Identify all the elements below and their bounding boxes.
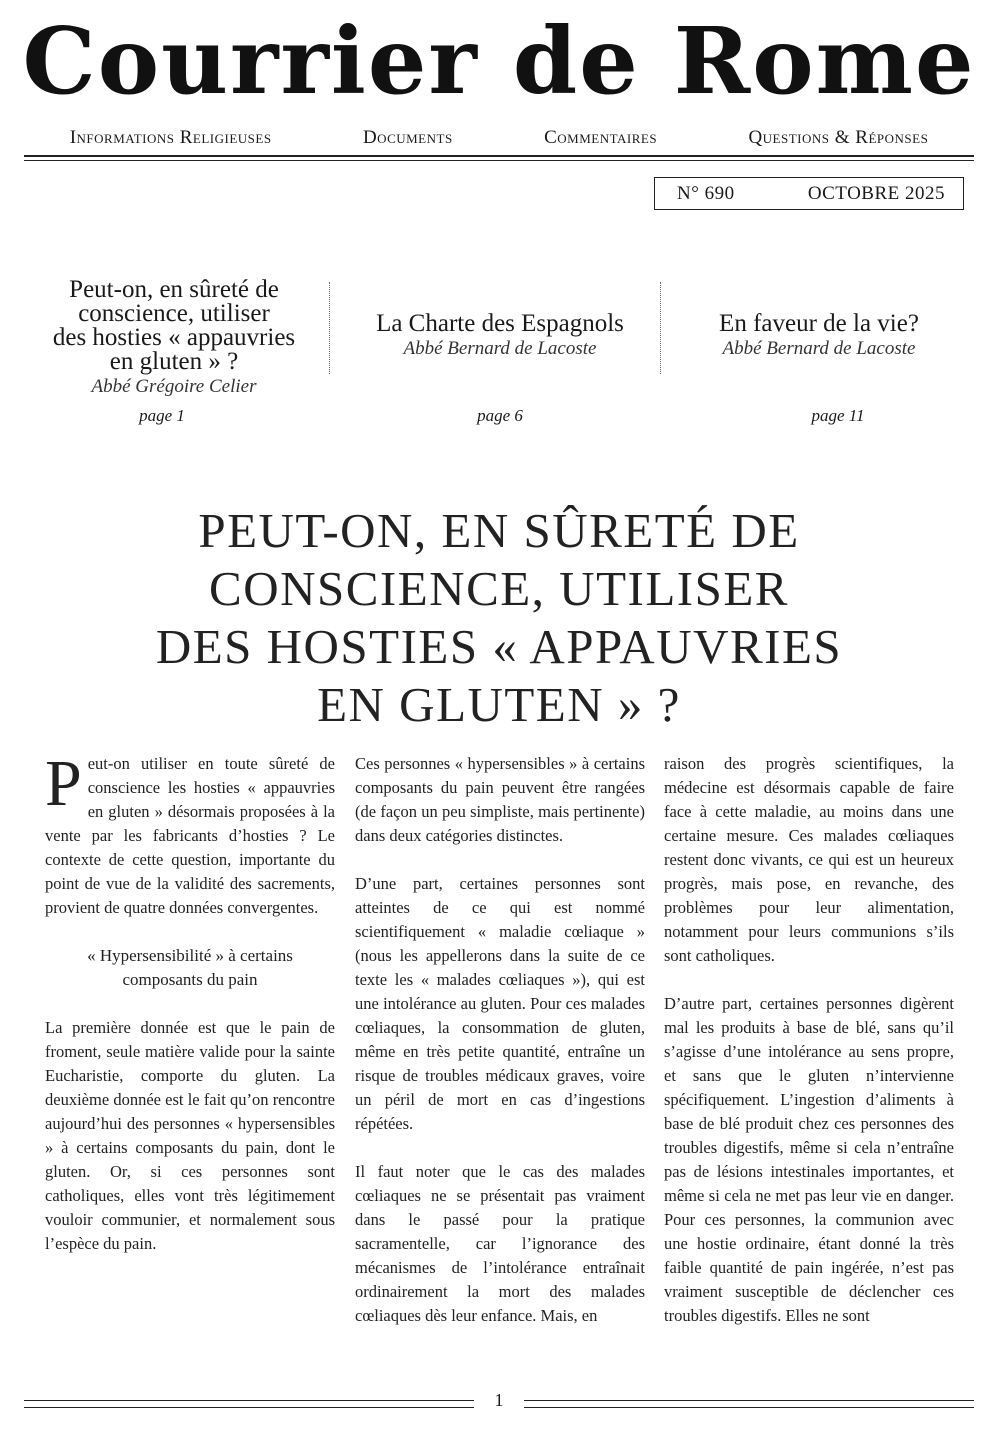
page-number: 1 xyxy=(494,1390,504,1410)
article-paragraph: D’autre part, certaines personnes digèrent mal les produits à base de blé, sans qu’il s’agisse d’une intolérance au sens propre, et sans que le gluten n’intervienne spécifiquement. L’ingestion d’aliments à base de blé produit chez ces personnes des troubles digestifs, même si cela n’entraîne pas de lésions intestinales importantes, et même si cela ne met pas leur vie en danger. Pour ces personnes, la communion avec une hostie ordinaire, étant donné la très faible quantité de pain ingérée, n’est pas vraiment susceptible de déclencher ces troubles digestifs. Elles ne sont xyxy=(664,994,954,1325)
section-questions-reponses: Questions & Réponses xyxy=(748,127,929,148)
article-title: PEUT-ON, EN SÛRETÉ DE CONSCIENCE, UTILISER DES HOSTIES « APPAUVRIES EN GLUTEN » ? xyxy=(155,503,843,732)
article-paragraph: Ces personnes « hypersensibles » à certains composants du pain peuvent être rangées (de façon un peu simpliste, mais pertinente) dans deux catégories distinctes. xyxy=(355,754,645,845)
toc-page-ref[interactable]: page 6 xyxy=(477,406,523,425)
toc-title: La Charte des Espagnols xyxy=(376,310,624,337)
toc-page-ref[interactable]: page 11 xyxy=(811,406,865,425)
article-paragraph: raison des progrès scientifiques, la médecine est désormais capable de faire face à cette maladie, au moins dans une certaine mesure. Ces malades cœliaques restent donc vivants, ce qui est un heureux progrès, mais pose, en revanche, des problèmes pour leur alimentation, notamment pour leurs communions s’ils sont catholiques. xyxy=(664,754,954,965)
toc-item[interactable] xyxy=(669,312,969,360)
article-paragraph: D’une part, certaines personnes sont atteintes de ce qui est nommé scientifiquement « maladie cœliaque » (nous les appellerons dans la suite de ce texte les « malades cœliaques »), qui est une intolérance au gluten. Pour ces malades cœliaques, la consommation de gluten, même en très petite quantité, entraîne un risque de troubles médicaux graves, voire un péril de mort en cas d’ingestions répétées. xyxy=(355,874,645,1133)
issue-number: N° 690 xyxy=(677,182,735,204)
issue-box xyxy=(654,177,964,210)
header-rule xyxy=(24,155,974,157)
drop-cap: P xyxy=(45,747,82,820)
toc-page-ref[interactable]: page 1 xyxy=(139,406,185,425)
issue-date: OCTOBRE 2025 xyxy=(807,182,945,204)
article-paragraph: Il faut noter que le cas des malades cœliaques ne se présentait pas vraiment dans le passé pour la pratique sacramentelle, car l’ignorance des mécanismes de l’intolérance entraînait ordinairement la mort des malades cœliaques dès leur enfance. Mais, en xyxy=(355,1162,645,1325)
section-commentaires: Commentaires xyxy=(544,127,658,148)
toc-item[interactable] xyxy=(336,312,664,360)
toc-divider xyxy=(329,282,330,374)
footer-rule-right xyxy=(524,1400,974,1408)
section-nav xyxy=(24,125,974,151)
article-column-1 xyxy=(45,747,335,1280)
toc-author: Abbé Bernard de Lacoste xyxy=(722,338,916,359)
toc-author: Abbé Grégoire Celier xyxy=(91,376,257,397)
toc-item[interactable] xyxy=(24,278,324,398)
table-of-contents xyxy=(24,270,974,440)
article-paragraph: La première donnée est que le pain de froment, seule matière valide pour la sainte Eucharistie, comporte du gluten. La deuxième donnée est le fait qu’on rencontre aujourd’hui des personnes « hypersensibles » à certains composants du pain, dont le gluten. Or, si ces personnes sont catholiques, elles vont très légitimement vouloir communier, et normalement sous l’espèce du pain. xyxy=(45,1018,335,1253)
toc-author: Abbé Bernard de Lacoste xyxy=(403,338,597,359)
masthead-title: Courrier de Rome xyxy=(22,7,976,115)
toc-title: Peut-on, en sûreté de conscience, utiliser des hosties « appauvries en gluten » ? xyxy=(52,276,296,375)
header-rule-thin xyxy=(24,160,974,161)
article-column-2 xyxy=(355,752,645,1352)
section-informations-religieuses: Informations Religieuses xyxy=(69,127,272,148)
toc-title: En faveur de la vie? xyxy=(719,310,919,337)
toc-divider xyxy=(660,282,661,374)
section-heading: « Hypersensibilité » à certains composants du pain xyxy=(87,946,293,989)
footer-rule-left xyxy=(24,1400,474,1408)
article-column-3 xyxy=(664,752,954,1352)
section-documents: Documents xyxy=(362,127,453,148)
article-paragraph: Peut-on utiliser en toute sûreté de conscience les hosties « appauvries en gluten » désormais proposées à la vente par les fabricants d’hosties ? Le contexte de cette question, importante du point de vue de la validité des sacrements, provient de quatre données convergentes. xyxy=(45,747,335,917)
